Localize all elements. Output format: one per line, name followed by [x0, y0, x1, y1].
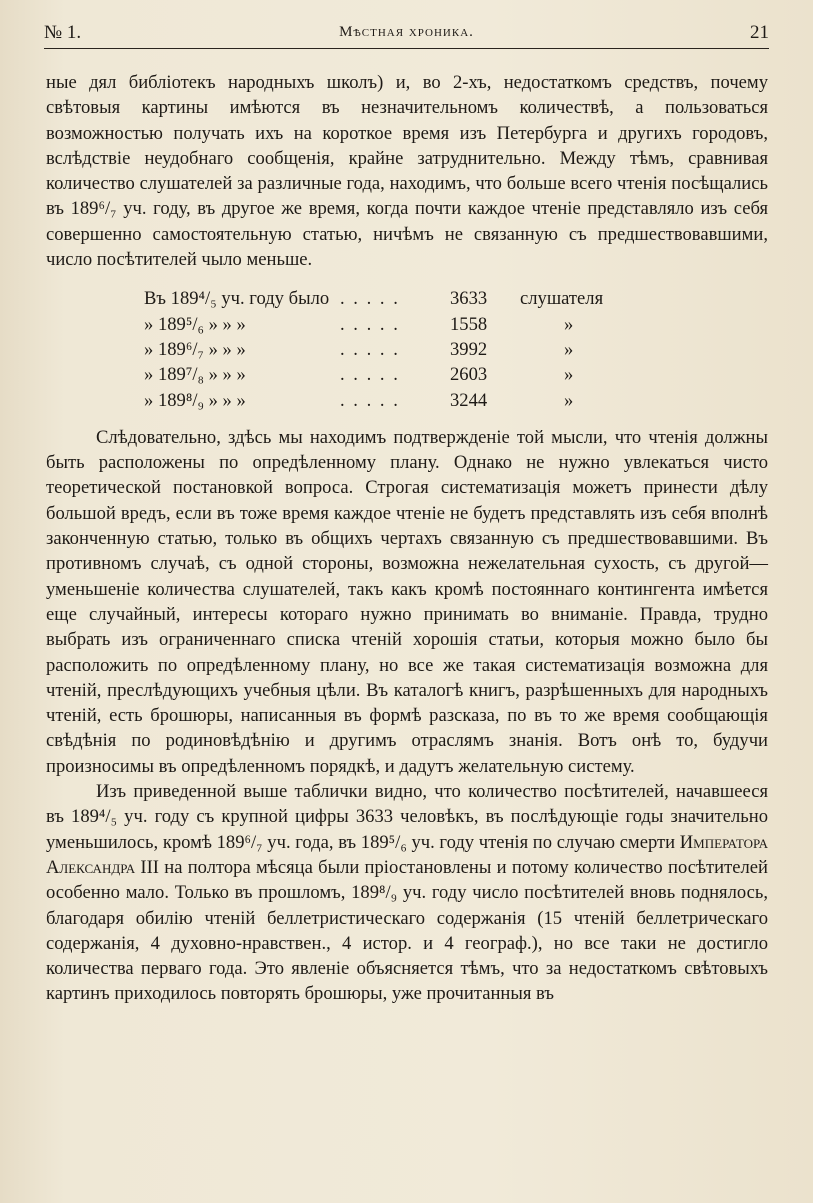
- paragraph-3-part-a: Изъ приведенной выше таблички видно, что количество посѣтителей, начавшееся въ 189⁴/₅ уч. году съ крупной цифры 3633 человѣкъ, въ послѣдующіе годы значительно уменьшилось, кромѣ 189⁶/₇ уч. года, въ 189⁵/₆ уч. году чтенія по случаю смерти: [46, 781, 768, 853]
- row-dots: . . . . .: [340, 364, 400, 386]
- table-row: [144, 362, 704, 387]
- paragraph-1: ные дял библіотекъ народныхъ школъ) и, во 2-хъ, недостаткомъ средствъ, почему свѣтовыя картины имѣются въ незначительномъ количествѣ, а пользоваться возможностью получать ихъ на короткое время изъ Петербурга и другихъ городовъ, вслѣдствіе неудобнаго сообщенія, крайне затруднительно. Между тѣмъ, сравнивая количество слушателей за различные года, находимъ, что больше всего чтенія посѣщались въ 189⁶/₇ уч. году, въ другое же время, когда почти каждое чтеніе представляло изъ себя совершенно самостоятельную статью, ничѣмъ не связанную съ предшествовавшими, число посѣтителей чыло меньше.: [46, 72, 768, 271]
- row-label: » 189⁸/₉ » » »: [144, 389, 246, 411]
- row-unit: »: [564, 389, 574, 411]
- page-number: 21: [750, 22, 769, 43]
- row-dots: . . . . .: [340, 313, 400, 335]
- table-row: [144, 286, 704, 311]
- row-value: 2603: [450, 364, 488, 386]
- table-row: [144, 337, 704, 362]
- row-value: 3244: [450, 389, 488, 411]
- row-label: » 189⁵/₆ » » »: [144, 313, 246, 335]
- row-unit: »: [564, 313, 574, 335]
- row-unit: »: [564, 364, 574, 386]
- article-body: [46, 70, 768, 1007]
- row-value: 3992: [450, 338, 488, 360]
- row-label: » 189⁷/₈ » » »: [144, 364, 246, 386]
- row-dots: . . . . .: [340, 338, 400, 360]
- paragraph-2: Слѣдовательно, здѣсь мы находимъ подтвержденіе той мысли, что чтенія должны быть расположены по опредѣленному плану. Однако не нужно увлекаться чисто теоретической постановкой вопроса. Строгая систематизація можетъ принести дѣлу большой вредъ, если въ тоже время каждое чтеніе не будетъ представлять изъ себя вполнѣ законченную статью, только въ общихъ чертахъ связанную съ предшествовавшими. Въ противномъ случаѣ, съ одной стороны, возможна нежелательная сухость, съ другой—уменьшеніе количества слушателей, такъ какъ кромѣ постояннаго контингента имѣется еще случайный, интересы котораго нужно принимать во вниманіе. Правда, трудно выбрать изъ ограниченнаго списка чтеній хорошія статьи, которыя можно было бы расположить по опредѣленному плану, но все же такая систематизація возможна для чтеній, преслѣдующихъ учебныя цѣли. Въ каталогѣ книгъ, разрѣшенныхъ для народныхъ чтеній, есть брошюры, написанныя въ формѣ разсказа, по въ то же время сообщающія свѣдѣнія по родиновѣдѣнію и другимъ отраслямъ знанія. Вотъ онѣ то, будучи произносимы въ опредѣленномъ порядкѣ, и дадутъ желательную систему.: [46, 426, 768, 777]
- paragraph-3: [46, 779, 768, 1007]
- row-unit: слушателя: [520, 288, 604, 310]
- row-dots: . . . . .: [340, 288, 400, 310]
- section-title: Мѣстная хроника.: [339, 24, 474, 40]
- running-header: [44, 20, 769, 49]
- paragraph-3-part-b: III на полтора мѣсяца были пріостановлены и потому количество посѣтителей особенно мало. Только въ прошломъ, 189⁸/₉ уч. году число посѣтителей вновь поднялось, благодаря обилію чтеній беллетристическаго содержанія (15 чтеній беллетрическаго содержанія, 4 духовно-нравствен., 4 истор. и 4 географ.), но все таки не достигло количества перваго года. Это явленіе объясняется тѣмъ, что за недостаткомъ свѣтовыхъ картинъ приходилось повторять брошюры, уже прочитанныя въ: [46, 856, 768, 1005]
- row-value: 1558: [450, 313, 488, 335]
- table-row: [144, 312, 704, 337]
- issue-number: № 1.: [44, 22, 82, 43]
- row-label: » 189⁶/₇ » » »: [144, 338, 246, 360]
- attendance-table: [144, 286, 704, 412]
- row-dots: . . . . .: [340, 389, 400, 411]
- row-unit: »: [564, 338, 574, 360]
- row-label: Въ 189⁴/₅ уч. году было: [144, 288, 330, 310]
- table-row: [144, 388, 704, 413]
- emperor-name: Императора Александра: [46, 831, 768, 878]
- row-value: 3633: [450, 288, 488, 310]
